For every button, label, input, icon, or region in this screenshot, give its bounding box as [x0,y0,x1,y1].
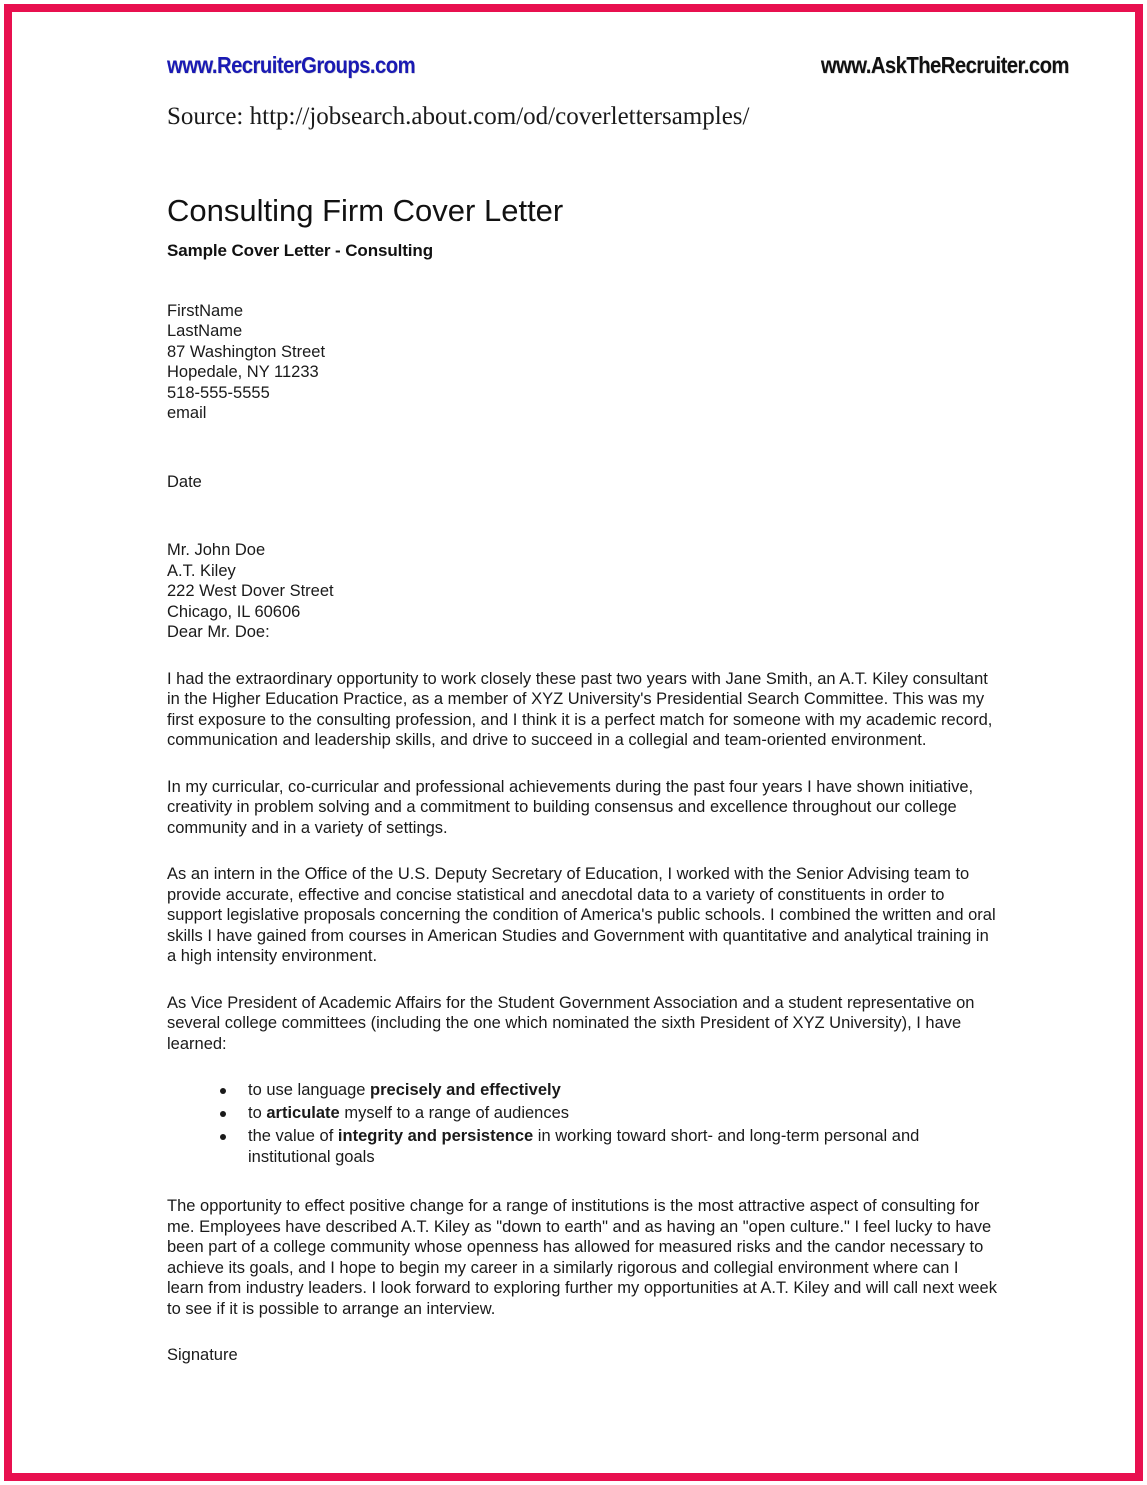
recipient-name: Mr. John Doe [167,541,266,560]
asktherecruiter-link[interactable]: www.AskTheRecruiter.com [820,52,1069,78]
date-spacer [167,450,997,472]
body-paragraph-5: The opportunity to effect positive change for a range of institutions is the most attractive aspect of consulting for me. Employees have described A.T. Kiley as "down to earth" and as having an "open culture." I feel lucky to have been part of a college community whose openness has allowed for measured risks and the candor necessary to achieve its goals, and I hope to begin my career in a similarly rigorous and collegial environment where can I learn from industry leaders. I look forward to exploring further my opportunities at A.T. Kiley and will call next week to see if it is possible to arrange an interview. [167,1197,997,1318]
bullet-prefix-text: to [248,1104,267,1123]
letter-body [167,301,997,1366]
recruitergroups-link[interactable]: www.RecruiterGroups.com [167,52,416,78]
bullet-bold-text: articulate [266,1104,340,1123]
body-paragraph-1: I had the extraordinary opportunity to work closely these past two years with Jane Smith, an A.T. Kiley consultant in the Higher Education Practice, as a member of XYZ University's Presidential Search Committee. This was my first exposure to the consulting profession, and I think it is a perfect match for someone with my academic record, communication and leadership skills, and drive to succeed in a collegial and team-oriented environment. [167,669,993,750]
bullet-prefix-text: the value of [248,1127,338,1146]
source-url-line: Source: http://jobsearch.about.com/od/coverlettersamples/ [167,103,750,130]
recipient-address-block [167,540,997,643]
list-item [167,1080,997,1101]
learnings-bullet-list [167,1080,997,1168]
document-content [167,52,1069,1366]
document-sheet [12,12,1135,1473]
bullet-prefix-text: to use language [248,1081,371,1100]
sender-first-name: FirstName [167,301,244,320]
sender-email: email [167,404,207,423]
recipient-city-state-zip: Chicago, IL 60606 [167,602,301,621]
sender-phone: 518-555-5555 [167,383,270,402]
signature-line: Signature [167,1346,238,1365]
salutation: Dear Mr. Doe: [167,623,270,642]
header-links-row [167,52,1069,79]
body-paragraph-2: In my curricular, co-curricular and professional achievements during the past four years I have shown initiative, creativity in problem solving and a commitment to building consensus and excellence throughout our college community and in a variety of settings. [167,777,974,837]
sender-city-state-zip: Hopedale, NY 11233 [167,363,319,382]
date-line [167,472,997,493]
bullet-bold-text: precisely and effectively [370,1081,561,1100]
body-paragraph-4: As Vice President of Academic Affairs for the Student Government Association and a student representative on several college committees (including the one which nominated the sixth President of XYZ University), I have learned: [167,993,975,1053]
page-subtitle: Sample Cover Letter - Consulting [167,240,434,260]
list-item [167,1126,997,1168]
sender-street: 87 Washington Street [167,342,326,361]
recipient-street: 222 West Dover Street [167,582,334,601]
body-paragraph-3: As an intern in the Office of the U.S. Deputy Secretary of Education, I worked with the Senior Advising team to provide accurate, effective and concise statistical and anecdotal data to a variety of constituents in order to support legislative proposals concerning the condition of America's public schools. I combined the written and oral skills I have gained from courses in American Studies and Government with quantitative and analytical training in a high intensity environment. [167,865,996,966]
bullet-suffix-text: in working toward short- and long-term personal and institutional goals [248,1127,920,1167]
list-item [167,1103,997,1124]
page-title: Consulting Firm Cover Letter [167,193,564,228]
date-placeholder: Date [167,472,202,491]
recipient-spacer [167,518,997,540]
bullet-bold-text: integrity and persistence [337,1127,534,1146]
recipient-company: A.T. Kiley [167,561,236,580]
sender-address-block [167,301,997,424]
sender-last-name: LastName [167,322,243,341]
bullet-suffix-text: myself to a range of audiences [339,1104,570,1123]
